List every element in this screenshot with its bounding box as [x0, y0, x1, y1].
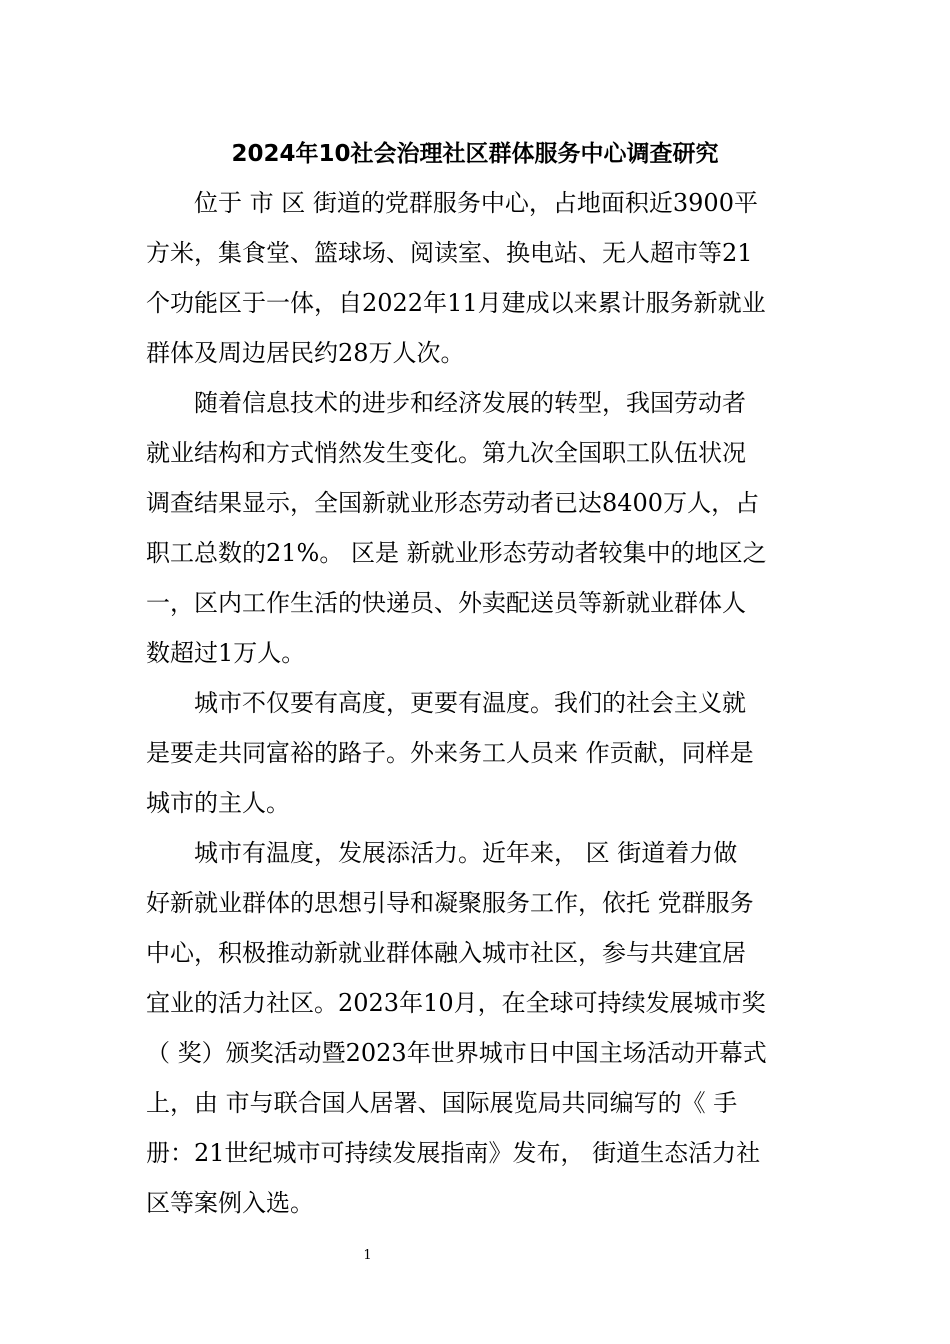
body-line: 方米，集食堂、篮球场、阅读室、换电站、无人超市等21: [146, 239, 753, 267]
body-line: 群体及周边居民约28万人次。: [146, 339, 465, 367]
body-line: 城市的主人。: [146, 789, 290, 817]
body-line: 城市有温度，发展添活力。近年来， 区 街道着力做: [146, 839, 738, 867]
page-title: 2024年10社会治理社区群体服务中心调查研究: [231, 141, 719, 167]
body-line: 宜业的活力社区。2023年10月，在全球可持续发展城市奖: [146, 989, 766, 1017]
body-line: 就业结构和方式悄然发生变化。第九次全国职工队伍状况: [146, 439, 746, 467]
body-line: 中心，积极推动新就业群体融入城市社区，参与共建宜居: [146, 939, 746, 967]
body-line: 上，由 市与联合国人居署、国际展览局共同编写的《 手: [146, 1089, 738, 1117]
body-line: 区等案例入选。: [146, 1189, 314, 1217]
body-line: 数超过1万人。: [146, 639, 306, 667]
page-number: 1: [363, 1248, 372, 1263]
body-line: 随着信息技术的进步和经济发展的转型，我国劳动者: [146, 389, 746, 417]
body-line: 册：21世纪城市可持续发展指南》发布， 街道生态活力社: [146, 1139, 761, 1167]
body-line: 调查结果显示，全国新就业形态劳动者已达8400万人，占: [146, 489, 760, 517]
body-line: 位于 市 区 街道的党群服务中心，占地面积近3900平: [146, 189, 758, 217]
body-line: 职工总数的21%。 区是 新就业形态劳动者较集中的地区之: [146, 539, 767, 567]
body-line: 是要走共同富裕的路子。外来务工人员来 作贡献，同样是: [146, 739, 754, 767]
body-line: 城市不仅要有高度，更要有温度。我们的社会主义就: [146, 689, 746, 717]
body-line: 一，区内工作生活的快递员、外卖配送员等新就业群体人: [146, 589, 746, 617]
body-line: 好新就业群体的思想引导和凝聚服务工作，依托 党群服务: [146, 889, 754, 917]
body-line: （ 奖）颁奖活动暨2023年世界城市日中国主场活动开幕式: [146, 1039, 767, 1067]
body-line: 个功能区于一体，自2022年11月建成以来累计服务新就业: [146, 289, 766, 317]
